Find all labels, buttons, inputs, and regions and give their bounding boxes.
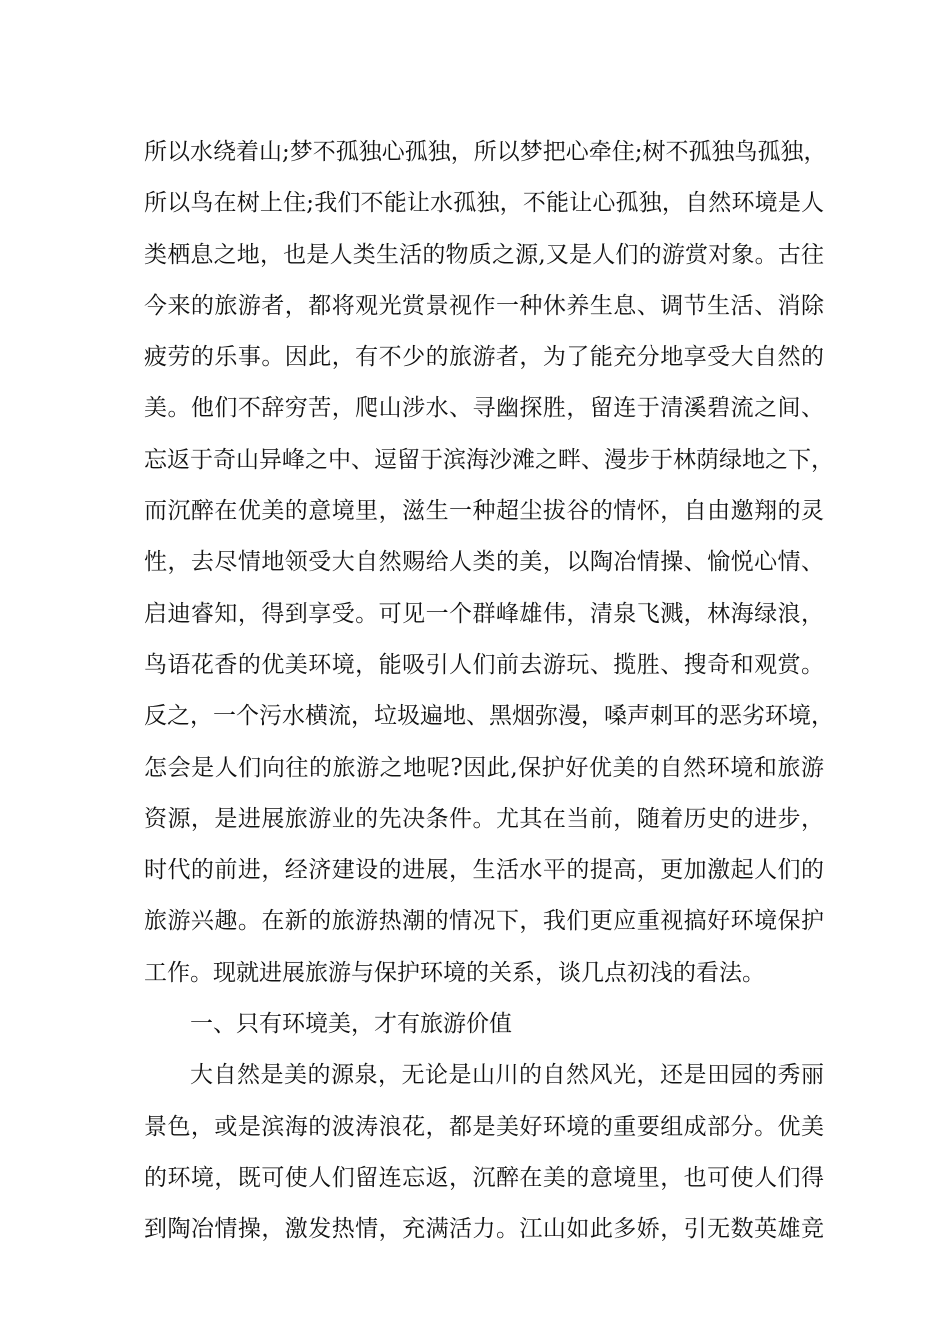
text-line: 而沉醉在优美的意境里，滋生一种超尘拔谷的情怀，自由邀翔的灵 [144, 498, 824, 525]
text-line: 大自然是美的源泉，无论是山川的自然风光，还是田园的秀丽 [190, 1062, 824, 1089]
text-line: 的环境，既可使人们留连忘返，沉醉在美的意境里，也可使人们得 [144, 1164, 824, 1191]
text-line: 反之，一个污水横流，垃圾遍地、黑烟弥漫，嗓声刺耳的恶劣环境， [144, 703, 834, 730]
text-line: 类栖息之地，也是人类生活的物质之源,又是人们的游赏对象。古往 [144, 241, 824, 268]
text-line: 疲劳的乐事。因此，有不少的旅游者，为了能充分地享受大自然的 [144, 344, 824, 371]
text-line: 鸟语花香的优美环境，能吸引人们前去游玩、揽胜、搜奇和观赏。 [144, 651, 824, 678]
text-line: 旅游兴趣。在新的旅游热潮的情况下，我们更应重视搞好环境保护 [144, 908, 824, 935]
text-line: 忘返于奇山异峰之中、逗留于滨海沙滩之畔、漫步于林荫绿地之下， [144, 446, 834, 473]
text-line: 到陶冶情操，激发热情，充满活力。江山如此多娇，引无数英雄竞 [144, 1216, 824, 1243]
text-line: 所以水绕着山;梦不孤独心孤独，所以梦把心牵住;树不孤独鸟孤独， [144, 139, 827, 165]
text-line: 时代的前进，经济建设的进展，生活水平的提高，更加激起人们的 [144, 857, 824, 884]
text-line: 性，去尽情地领受大自然赐给人类的美，以陶冶情操、愉悦心情、 [144, 549, 824, 576]
document-body [144, 127, 834, 1256]
text-line: 今来的旅游者，都将观光赏景视作一种休养生息、调节生活、消除 [144, 292, 824, 319]
text-line: 景色，或是滨海的波涛浪花，都是美好环境的重要组成部分。优美 [144, 1113, 824, 1140]
paragraph-1 [144, 127, 834, 999]
text-line: 所以鸟在树上住;我们不能让水孤独，不能让心孤独，自然环境是人 [144, 190, 824, 217]
text-line: 工作。现就进展旅游与保护环境的关系，谈几点初浅的看法。 [144, 959, 765, 986]
text-line: 美。他们不辞穷苦，爬山涉水、寻幽探胜，留连于清溪碧流之间、 [144, 395, 824, 422]
text-line: 资源，是进展旅游业的先决条件。尤其在当前，随着历史的进步， [144, 805, 824, 832]
text-line: 启迪睿知，得到享受。可见一个群峰雄伟，清泉飞溅，林海绿浪， [144, 600, 824, 627]
paragraph-2 [144, 1050, 824, 1255]
text-line: 怎会是人们向往的旅游之地呢?因此,保护好优美的自然环境和旅游 [144, 754, 824, 781]
section-heading: 一、只有环境美，才有旅游价值 [190, 1011, 512, 1038]
